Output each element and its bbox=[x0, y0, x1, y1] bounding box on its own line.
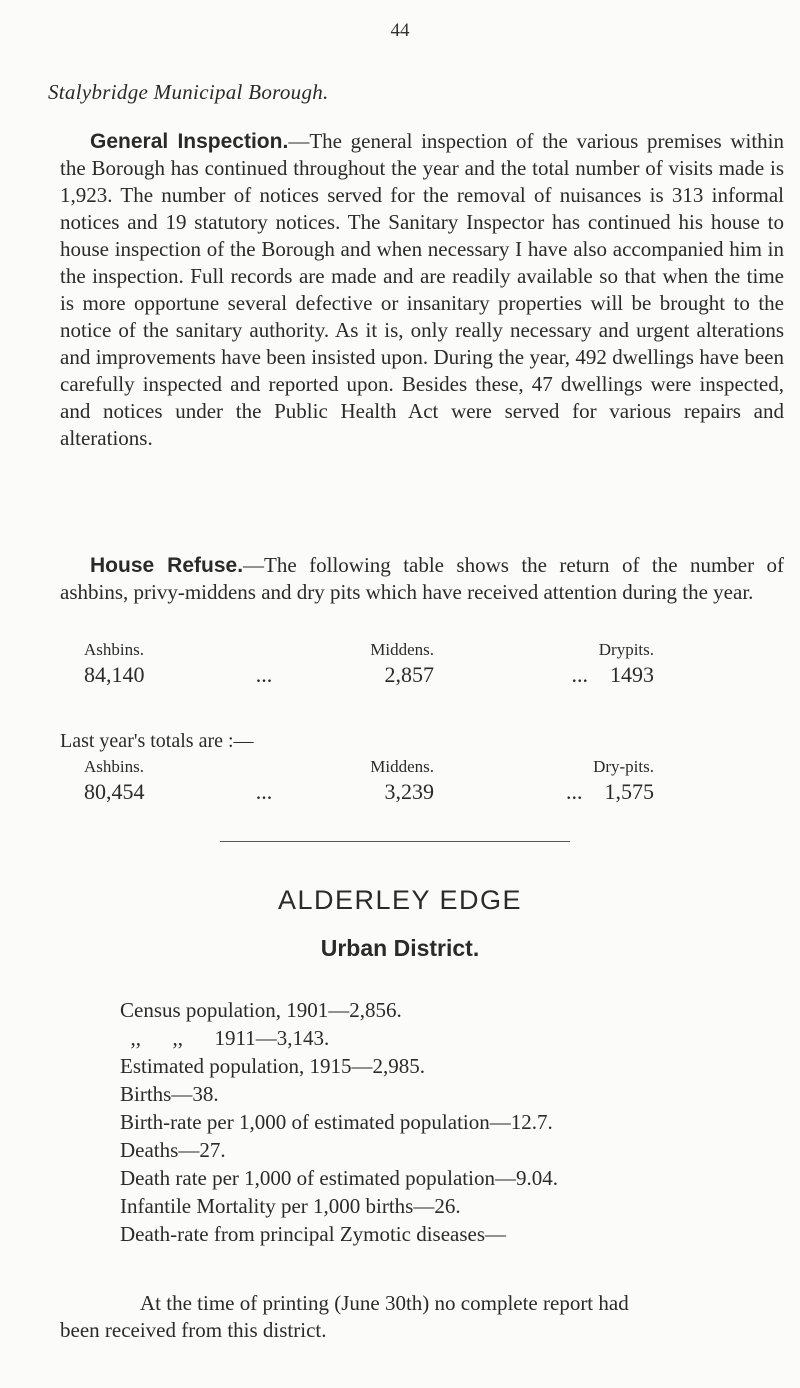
value-middens: 2,857 bbox=[384, 662, 434, 687]
section-divider bbox=[220, 841, 570, 842]
house-refuse-heading: House Refuse. bbox=[90, 554, 244, 577]
stat-line: ,, ,, 1911—3,143. bbox=[120, 1026, 330, 1050]
leader-dots: ... bbox=[255, 662, 273, 687]
stat-line: Census population, 1901—2,856. bbox=[120, 998, 402, 1022]
value-drypits-number: 1,575 bbox=[604, 779, 654, 804]
value-ashbins: 80,454 bbox=[84, 779, 145, 804]
value-drypits bbox=[434, 779, 654, 805]
leader-dots: ... bbox=[566, 779, 583, 804]
leader-dots: ... bbox=[571, 662, 588, 687]
house-refuse-paragraph bbox=[60, 552, 784, 606]
general-inspection-paragraph bbox=[60, 128, 784, 452]
page-number: 44 bbox=[390, 20, 410, 41]
closing-paragraph bbox=[60, 1290, 788, 1344]
value-ashbins: 84,140 bbox=[84, 662, 145, 687]
header-drypits: Dry-pits. bbox=[593, 757, 654, 776]
refuse-table-current bbox=[84, 640, 764, 688]
running-title: Stalybridge Municipal Borough. bbox=[48, 80, 329, 104]
table-header-row bbox=[84, 757, 764, 777]
header-ashbins: Ashbins. bbox=[84, 757, 144, 776]
stat-line: Infantile Mortality per 1,000 births—26. bbox=[120, 1194, 461, 1218]
section-subtitle: Urban District. bbox=[320, 935, 480, 961]
stat-line: Deaths—27. bbox=[120, 1138, 226, 1162]
closing-text-first: At the time of printing (June 30th) no complete report had bbox=[140, 1291, 629, 1315]
refuse-table-last-year bbox=[84, 757, 764, 805]
header-drypits: Drypits. bbox=[598, 640, 654, 659]
last-year-label: Last year's totals are :— bbox=[60, 730, 254, 752]
district-statistics bbox=[120, 996, 800, 1248]
value-middens: 3,239 bbox=[384, 779, 434, 804]
header-middens: Middens. bbox=[370, 757, 434, 776]
closing-text-rest: been received from this district. bbox=[60, 1318, 327, 1342]
house-refuse-text: —The following table shows the return of the number of ashbins, privy-middens and dry pits which have received attention during the year. bbox=[60, 553, 785, 604]
general-inspection-text: —The general inspection of the various premises within the Borough has continued throughout the year and the total number of visits made is 1,923. The number of notices served for the removal of nuisances is 313 informal notices and 19 statutory notices. The Sanitary Inspector has continued his house to house inspection of the Borough and when necessary I have also accompanied him in the inspection. Full records are made and are readily available so that when the time is more opportune several defective or insanitary properties will be brought to the notice of the sanitary authority. As it is, only really necessary and urgent alterations and improvements have been insisted upon. During the year, 492 dwellings have been carefully inspected and reported upon. Besides these, 47 dwellings were inspected, and notices under the Public Health Act were served for various repairs and alterations. bbox=[60, 129, 785, 450]
value-drypits-number: 1493 bbox=[610, 662, 654, 687]
table-header-row bbox=[84, 640, 764, 660]
leader-dots: ... bbox=[255, 779, 273, 804]
stat-line: Death-rate from principal Zymotic diseases— bbox=[120, 1222, 507, 1246]
header-ashbins: Ashbins. bbox=[84, 640, 144, 659]
stat-line: Birth-rate per 1,000 of estimated population—12.7. bbox=[120, 1110, 553, 1134]
section-title: ALDERLEY EDGE bbox=[277, 885, 523, 915]
stat-line: Births—38. bbox=[120, 1082, 219, 1106]
header-middens: Middens. bbox=[370, 640, 434, 659]
stat-line: Death rate per 1,000 of estimated population—9.04. bbox=[120, 1166, 558, 1190]
table-row bbox=[84, 779, 764, 805]
general-inspection-heading: General Inspection. bbox=[90, 130, 289, 153]
value-drypits bbox=[434, 662, 654, 688]
stat-line: Estimated population, 1915—2,985. bbox=[120, 1054, 426, 1078]
table-row bbox=[84, 662, 764, 688]
